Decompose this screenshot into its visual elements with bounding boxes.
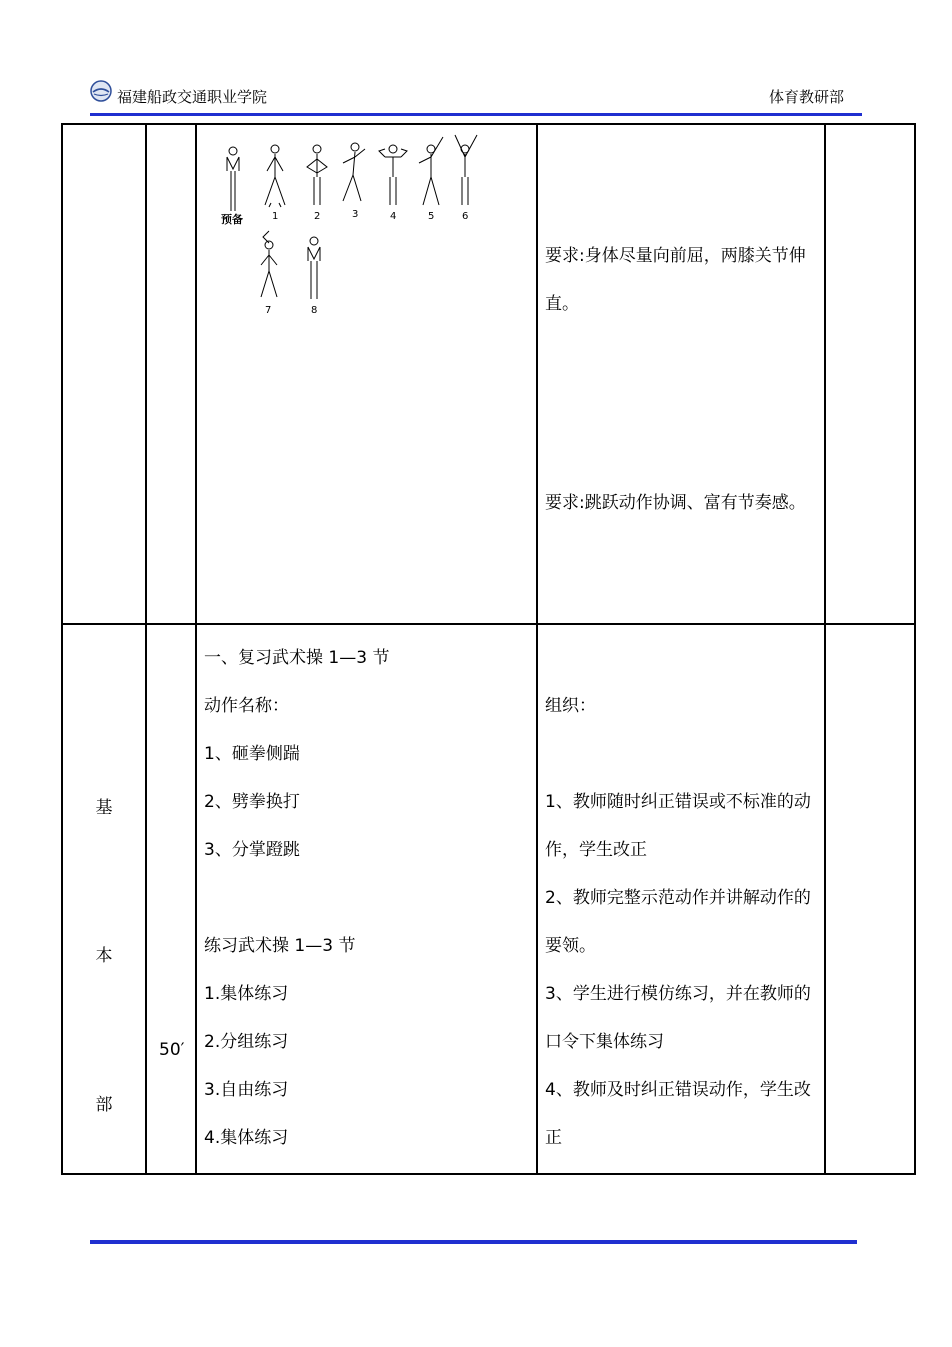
figure-label: 7 (265, 305, 272, 316)
content-list (197, 625, 536, 1162)
content-line: 2、劈拳换打 (204, 792, 300, 812)
requirement-text-1: 要求:身体尽量向前屈，两膝关节伸直。 (545, 246, 806, 314)
requirement-text-2: 要求:跳跃动作协调、富有节奏感。 (545, 493, 806, 513)
table-row (62, 624, 915, 1174)
content-line: 4.集体练习 (204, 1128, 289, 1148)
content-line (204, 874, 536, 922)
content-line: 2.分组练习 (204, 1032, 289, 1052)
stick-figure-2 (307, 145, 327, 222)
figure-label: 2 (314, 211, 321, 222)
organization-title: 组织： (545, 696, 596, 716)
stick-figure-3 (343, 143, 365, 220)
content-line: 一、复习武术操 1—3 节 (204, 648, 390, 668)
figure-label: 1 (272, 211, 279, 222)
figure-label: 8 (311, 305, 318, 316)
content-line: 1.集体练习 (204, 984, 289, 1004)
content-line: 3.自由练习 (204, 1080, 289, 1100)
stage-char: 本 (95, 946, 113, 966)
notes-cell (825, 624, 915, 1174)
footer-divider (90, 1240, 857, 1244)
stage-char: 基 (95, 798, 113, 818)
time-cell (146, 124, 196, 624)
lesson-plan-table (61, 123, 916, 1175)
stick-figure-4 (379, 145, 407, 222)
content-line: 3、分掌蹬跳 (204, 840, 300, 860)
stage-char: 部 (95, 1095, 113, 1115)
organization-item: 1、教师随时纠正错误或不标准的动作，学生改正 (545, 792, 811, 860)
content-line: 1、砸拳侧踹 (204, 744, 300, 764)
content-line: 练习武术操 1—3 节 (204, 936, 356, 956)
content-cell (196, 624, 537, 1174)
stick-figure-7 (261, 231, 277, 316)
organization-cell (537, 624, 825, 1174)
figure-label: 4 (390, 211, 397, 222)
time-cell (146, 624, 196, 1174)
school-logo-icon (90, 80, 112, 102)
stick-figure-6 (455, 135, 477, 222)
notes-cell (825, 124, 915, 624)
stick-figure-ready (221, 147, 243, 226)
page-header (90, 76, 862, 116)
exercise-diagram-cell (196, 124, 537, 624)
department-name: 体育教研部 (768, 88, 844, 106)
duration-text: 50′ (159, 1040, 185, 1060)
requirements-cell (537, 124, 825, 624)
stick-figure-5 (419, 137, 443, 222)
figure-label: 3 (352, 209, 359, 220)
organization-item: 3、学生进行模仿练习，并在教师的口令下集体练习 (545, 984, 811, 1052)
school-name: 福建船政交通职业学院 (117, 88, 268, 106)
header-divider (90, 113, 862, 116)
figure-label: 6 (462, 211, 469, 222)
organization-list (538, 625, 827, 1162)
stage-cell (62, 624, 146, 1174)
stick-figure-diagram (203, 127, 483, 327)
figure-label: 5 (428, 211, 435, 222)
content-line: 动作名称： (204, 696, 289, 716)
stick-figure-8 (308, 237, 320, 316)
stick-figure-1 (265, 145, 285, 222)
figure-label: 预备 (221, 213, 243, 226)
organization-item: 2、教师完整示范动作并讲解动作的要领。 (545, 888, 811, 956)
organization-item: 4、教师及时纠正错误动作，学生改正 (545, 1080, 811, 1148)
table-row (62, 124, 915, 624)
stage-cell (62, 124, 146, 624)
